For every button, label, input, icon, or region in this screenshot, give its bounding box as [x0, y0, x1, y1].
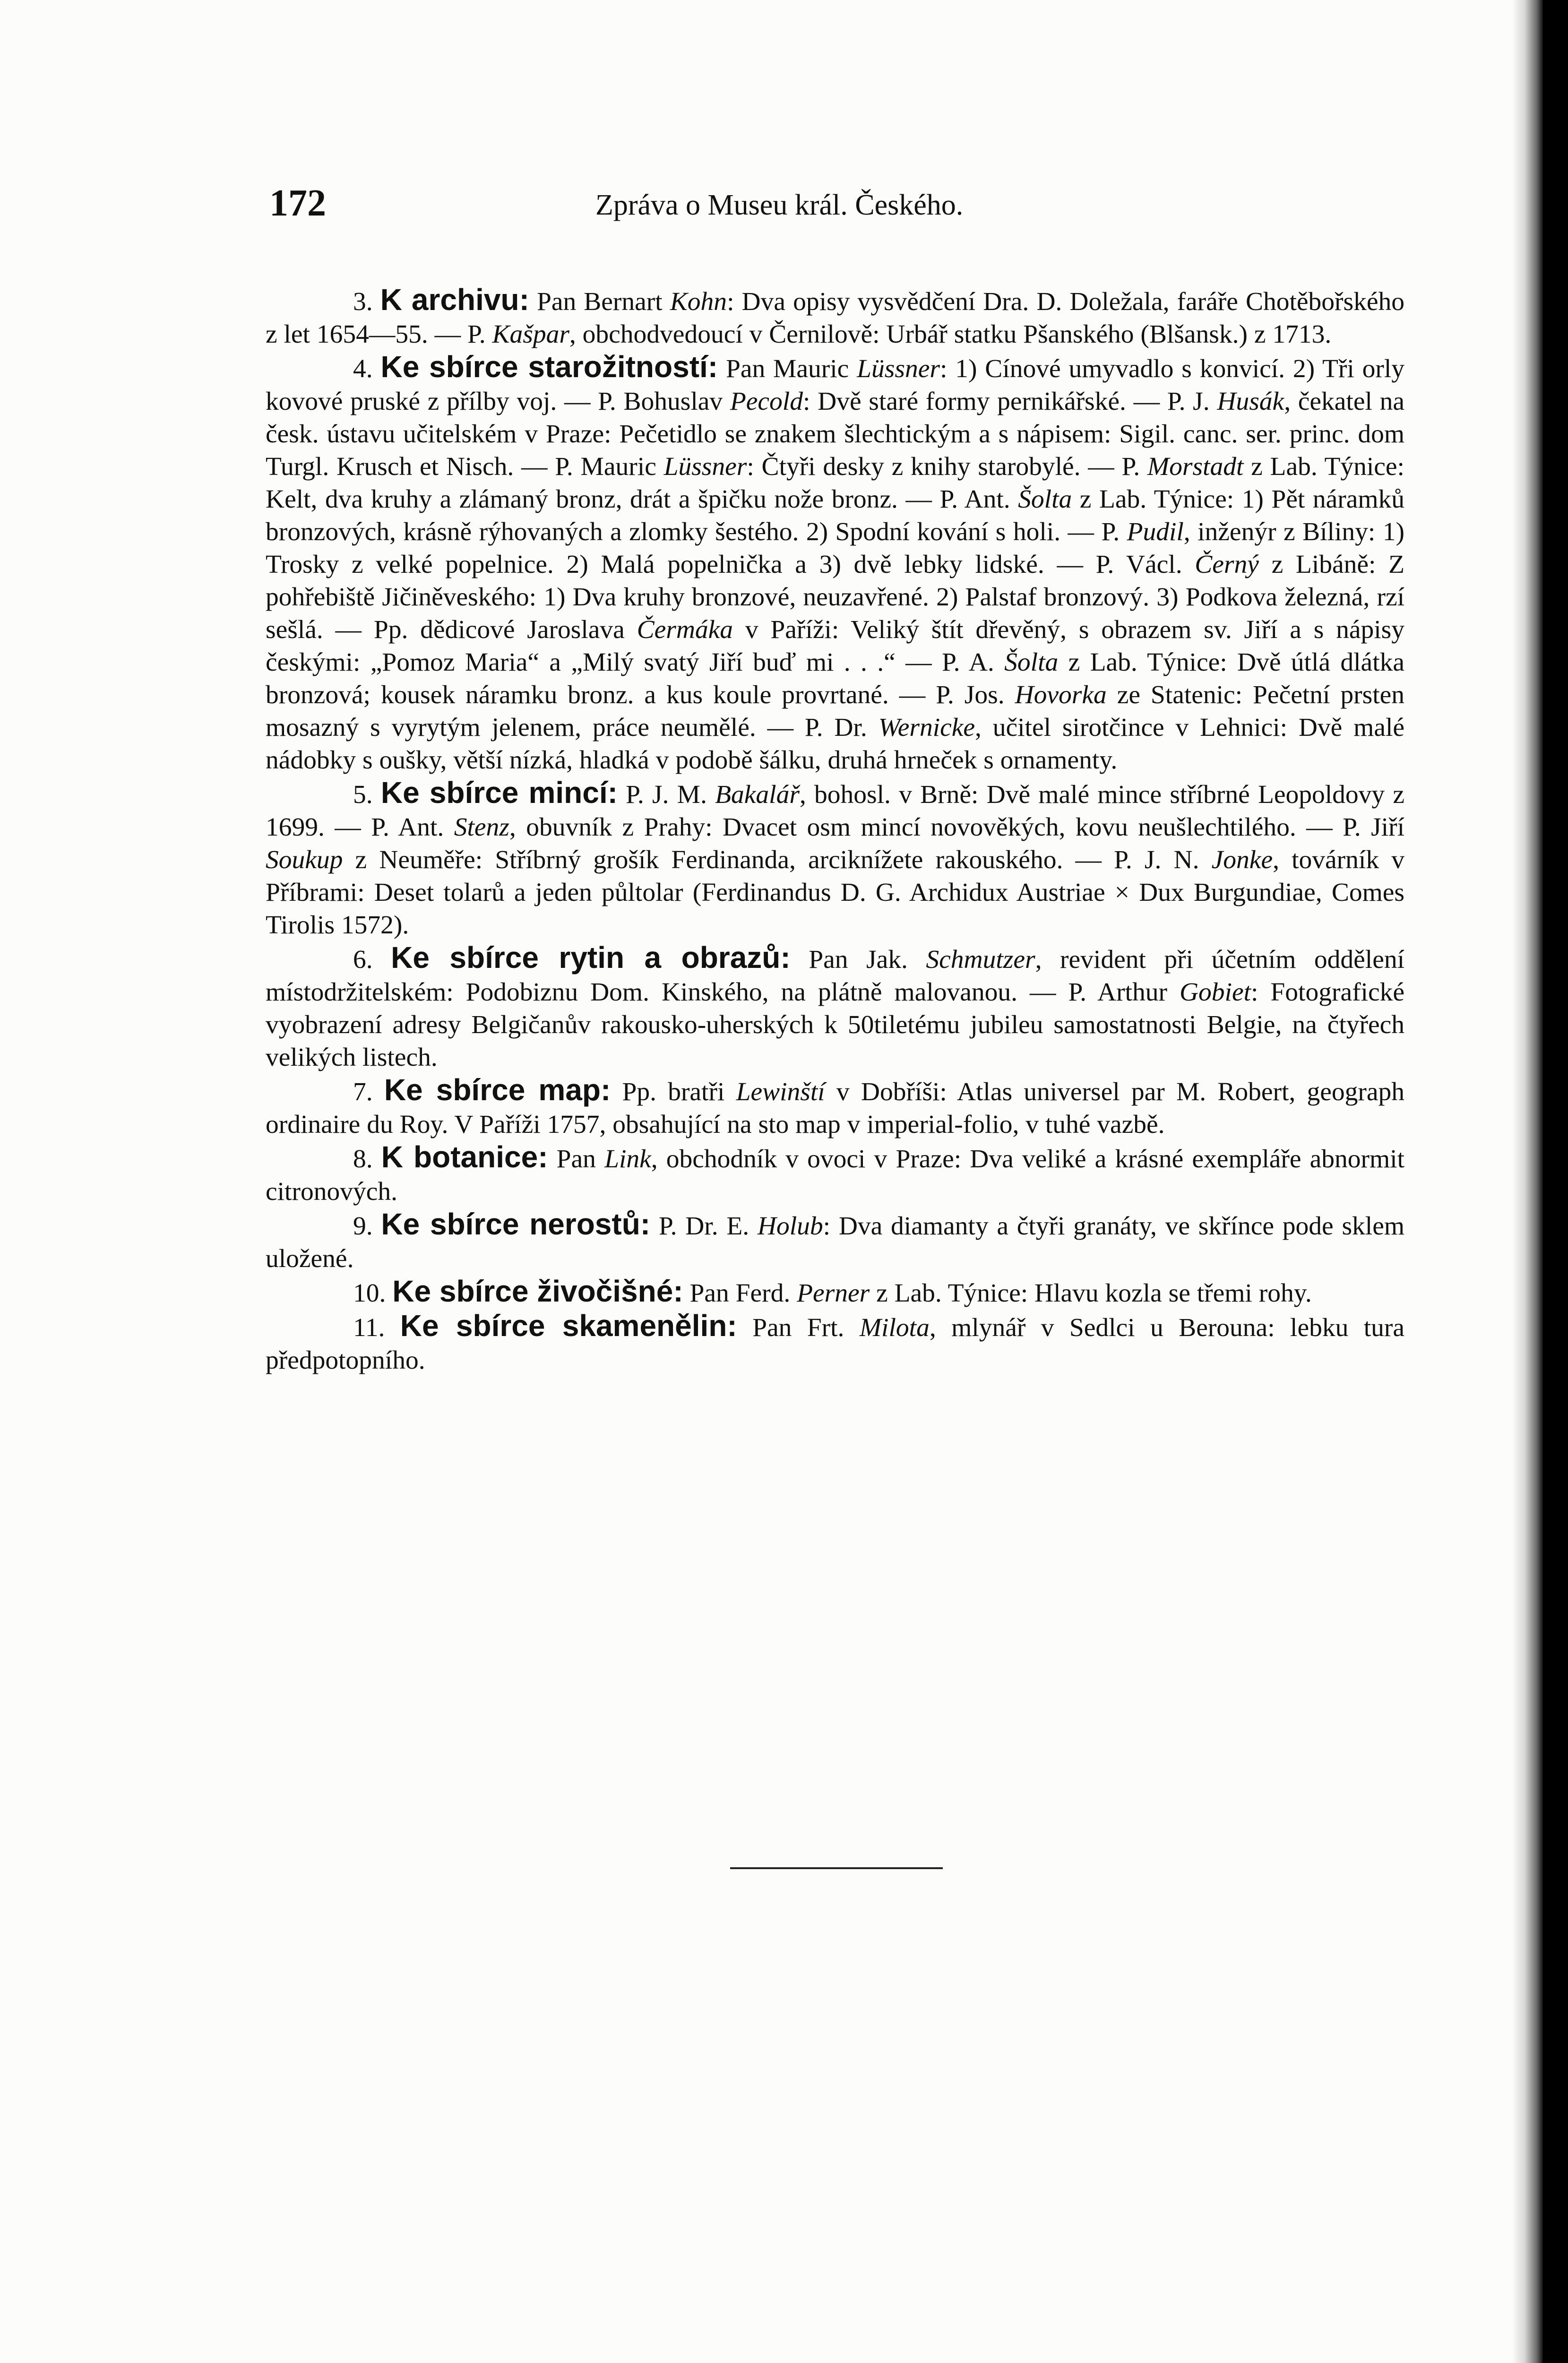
entry-text: z Lab. Týnice: Dvě útlá dlátka bronzová; kousek náramku bronz. a kus koule provrtané. — P. Jos.	[266, 648, 1404, 709]
donor-name: Perner	[797, 1279, 870, 1308]
donor-name: Holub	[757, 1212, 823, 1241]
donor-name: Pecold	[730, 387, 803, 416]
donor-name: Bakalář	[715, 780, 800, 809]
entry-text: : Dva diamanty a čtyři granáty, ve skřínce pode sklem uložené.	[266, 1212, 1405, 1273]
closing-rule	[730, 1867, 943, 1869]
section-paragraph	[266, 351, 1404, 776]
entry-text: : Fotografické vyobrazení adresy Belgičanův rakousko-uherských k 50tiletému jubileu samostatnosti Belgie, na čtyřech velikých listech.	[266, 978, 1404, 1072]
section-paragraph	[266, 284, 1404, 351]
entry-text: Pan Jak.	[790, 945, 926, 974]
donor-name: Jonke	[1211, 845, 1273, 874]
entry-text: : Dva opisy vysvědčení Dra. D. Doležala, faráře Chotěbořského z let 1654—55. — P.	[266, 287, 1404, 349]
page-edge-shadow	[1512, 0, 1543, 2363]
section-heading: Ke sbírce map:	[384, 1073, 611, 1107]
entry-text: ze Statenic: Pečetní prsten mosazný s vyrytým jelenem, práce neumělé. — P. Dr.	[266, 681, 1404, 742]
page-body	[266, 284, 1404, 1377]
entry-text: Pan	[548, 1145, 605, 1173]
section-number: 5.	[353, 780, 373, 809]
donor-name: Wernicke	[878, 713, 975, 742]
donor-name: Husák	[1217, 387, 1284, 416]
section-paragraph	[266, 1074, 1404, 1141]
entry-text: , revident při účetním oddělení místodržitelském: Podobiznu Dom. Kinského, na plátně malovanou. — P. Arthur	[266, 945, 1405, 1007]
entry-text: , učitel sirotčince v Lehnici: Dvě malé nádobky s oušky, větší nízká, hladká v podobě šálku, druhá hrneček s ornamenty.	[266, 713, 1405, 775]
donor-name: Soukup	[266, 845, 343, 874]
donor-name: Stenz	[454, 813, 509, 842]
section-heading: Ke sbírce mincí:	[380, 776, 618, 810]
section-paragraph	[266, 776, 1404, 941]
entry-text: , inženýr z Bíliny: 1) Trosky z velké popelnice. 2) Malá popelnička a 3) dvě lebky lidské. — P. Václ.	[266, 517, 1404, 579]
entry-text: Pan Frt.	[737, 1313, 860, 1342]
entry-text: v Dobříši: Atlas universel par M. Robert, geograph ordinaire du Roy. V Paříži 1757, obsahující na sto map v imperial-folio, v tuhé vazbě.	[266, 1078, 1404, 1139]
donor-name: Milota	[859, 1313, 930, 1342]
donor-name: Pudil	[1127, 517, 1184, 546]
section-number: 9.	[353, 1212, 373, 1241]
entry-text: P. J. M.	[617, 780, 715, 809]
entry-text: P. Dr. E.	[650, 1212, 758, 1241]
entry-text: z Lab. Týnice: Kelt, dva kruhy a zlámaný bronz, drát a špičku nože bronz. — P. Ant.	[266, 452, 1404, 514]
donor-name: Schmutzer	[926, 945, 1035, 974]
section-heading: Ke sbírce starožitností:	[380, 350, 718, 384]
entry-text: z Neuměře: Stříbrný grošík Ferdinanda, arciknížete rakouského. — P. J. N.	[343, 845, 1212, 874]
donor-name: Čermáka	[637, 615, 733, 644]
section-number: 11.	[353, 1313, 385, 1342]
entry-text: , mlynář v Sedlci u Berouna: lebku tura předpotopního.	[266, 1313, 1405, 1375]
donor-name: Šolta	[1018, 485, 1072, 514]
entry-text: , obchodvedoucí v Černilově: Urbář statku Pšanského (Blšansk.) z 1713.	[569, 320, 1332, 349]
entry-text: , obuvník z Prahy: Dvacet osm mincí novověkých, kovu neušlechtilého. — P. Jiří	[509, 813, 1405, 842]
entry-text: v Paříži: Veliký štít dřevěný, s obrazem sv. Jiří a s nápisy českými: „Pomoz Maria“ a „Milý svatý Jiří buď mi . . .“ — P. A.	[266, 615, 1404, 677]
page-number: 172	[269, 182, 326, 224]
section-paragraph	[266, 1141, 1404, 1208]
entry-text: , obchodník v ovoci v Praze: Dva veliké a krásné exempláře abnormit citronových.	[266, 1145, 1405, 1206]
section-number: 10.	[353, 1279, 386, 1308]
section-paragraph	[266, 1310, 1404, 1377]
section-heading: Ke sbírce živočišné:	[392, 1274, 683, 1308]
entry-text: Pp. bratři	[611, 1078, 736, 1106]
donor-name: Lüssner	[857, 354, 940, 383]
section-number: 3.	[353, 287, 373, 316]
entry-text: : Čtyři desky z knihy starobylé. — P.	[747, 452, 1147, 481]
section-paragraph	[266, 1208, 1404, 1275]
section-heading: K archivu:	[380, 283, 529, 317]
section-heading: Ke sbírce nerostů:	[381, 1207, 651, 1241]
section-number: 6.	[353, 945, 373, 974]
entry-text: , bohosl. v Brně: Dvě malé mince stříbrné Leopoldovy z 1699. — P. Ant.	[266, 780, 1405, 842]
page-header	[255, 182, 1427, 239]
donor-name: Link	[604, 1145, 651, 1173]
donor-name: Hovorka	[1015, 681, 1107, 709]
section-heading: K botanice:	[381, 1140, 548, 1174]
entry-text: z Libáně: Z pohřebiště Jičiněveského: 1) Dva kruhy bronzové, neuzavřené. 2) Palstaf bronzový. 3) Podkova železná, rzí sešlá. — Pp. dědicové Jaroslava	[266, 550, 1405, 644]
section-number: 8.	[353, 1145, 373, 1173]
donor-name: Šolta	[1004, 648, 1059, 677]
donor-name: Lüssner	[663, 452, 747, 481]
entry-text: , továrník v Příbrami: Deset tolarů a jeden půltolar (Ferdinandus D. G. Archidux Austriae × Dux Burgundiae, Comes Tirolis 1572).	[266, 845, 1404, 940]
entry-text: Pan Ferd.	[683, 1279, 797, 1308]
donor-name: Černý	[1195, 550, 1259, 579]
donor-name: Gobiet	[1179, 978, 1251, 1007]
section-paragraph	[266, 1275, 1404, 1310]
entry-text: z Lab. Týnice: 1) Pět náramků bronzových, krásně rýhovaných a zlomky šestého. 2) Spodní kování s holi. — P.	[266, 485, 1405, 546]
section-number: 4.	[353, 354, 373, 383]
entry-text: Pan Bernart	[529, 287, 670, 316]
donor-name: Kašpar	[492, 320, 569, 349]
running-title: Zpráva o Museu král. Českého.	[595, 189, 964, 221]
section-paragraph	[266, 941, 1404, 1074]
donor-name: Kohn	[670, 287, 727, 316]
entry-text: z Lab. Týnice: Hlavu kozla se třemi rohy.	[870, 1279, 1312, 1308]
entry-text: : 1) Cínové umyvadlo s konvicí. 2) Tři orly kovové pruské z přílby voj. — P. Bohuslav	[266, 354, 1405, 416]
entry-text: , čekatel na česk. ústavu učitelském v Praze: Pečetidlo se znakem šlechtickým a s nápisem: Sigil. canc. ser. princ. dom Turgl. Krusch et Nisch. — P. Mauric	[266, 387, 1405, 481]
entry-text: Pan Mauric	[718, 354, 857, 383]
section-heading: Ke sbírce skamenělin:	[400, 1309, 737, 1343]
entry-text: : Dvě staré formy pernikářské. — P. J.	[802, 387, 1217, 416]
section-heading: Ke sbírce rytin a obrazů:	[391, 940, 791, 975]
section-number: 7.	[353, 1078, 373, 1106]
donor-name: Morstadt	[1147, 452, 1244, 481]
donor-name: Lewinští	[736, 1078, 825, 1106]
